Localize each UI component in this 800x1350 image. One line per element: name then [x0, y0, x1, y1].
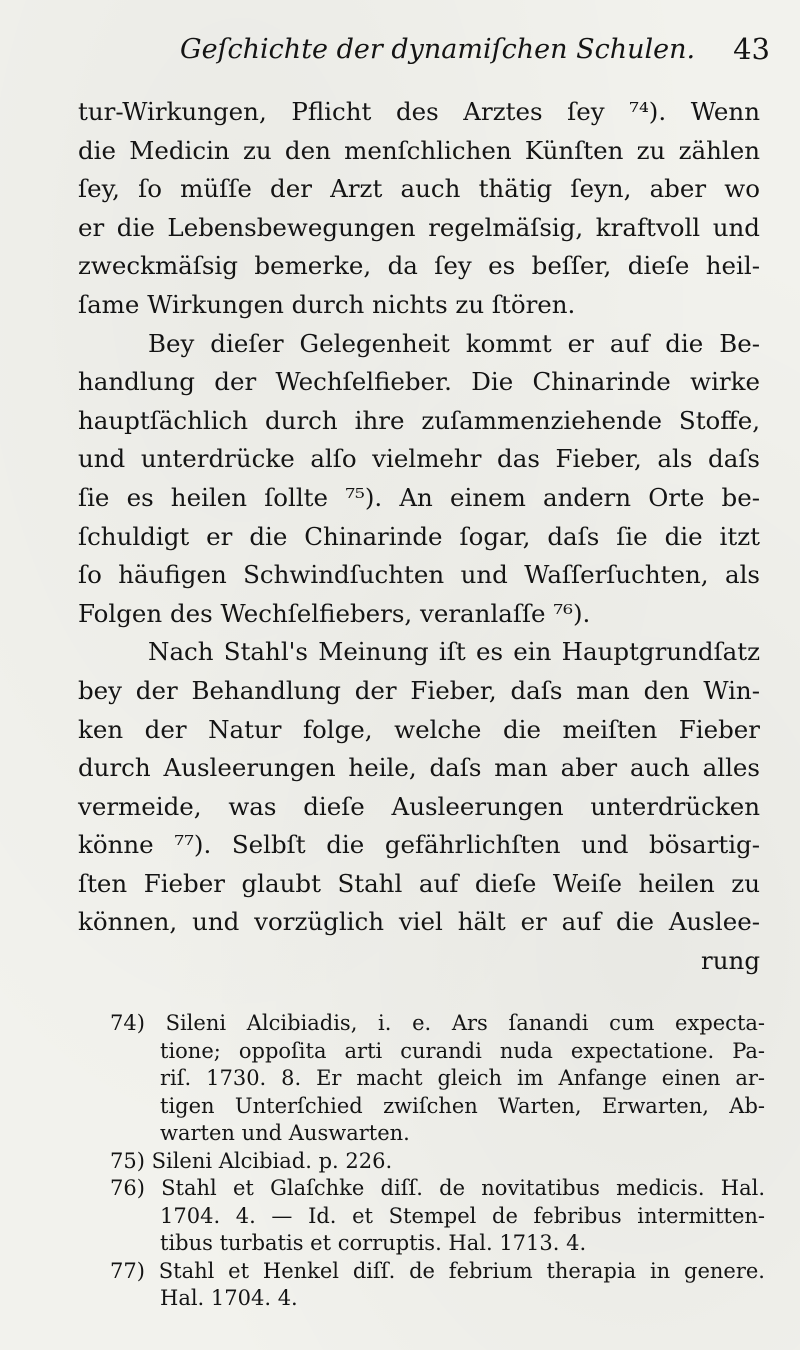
- text-line: ſey, ſo müſſe der Arzt auch thätig ſeyn, aber wo: [78, 174, 760, 204]
- text-line: ſame Wirkungen durch nichts zu ſtören.: [78, 289, 576, 319]
- text-line: können, und vorzüglich viel hält er auf die Auslee-: [78, 907, 760, 937]
- footnote-line: riſ. 1730. 8. Er macht gleich im Anfange einen ar-: [160, 1066, 765, 1090]
- main-text: [78, 93, 760, 981]
- footnote-line: 76) Stahl et Glaſchke diſſ. de novitatibus medicis. Hal.: [110, 1176, 765, 1200]
- footnote-line: 77) Stahl et Henkel diſſ. de febrium therapia in genere.: [110, 1258, 765, 1283]
- text-line: durch Ausleerungen heile, daſs man aber auch alles: [78, 753, 760, 783]
- footnote-line: warten und Auswarten.: [160, 1121, 410, 1145]
- text-line: tur-Wirkungen, Pflicht des Arztes ſey ⁷⁴). Wenn: [78, 97, 760, 126]
- text-line: ſie es heilen ſollte ⁷⁵). An einem andern Orte be-: [78, 482, 760, 512]
- text-line: könne ⁷⁷). Selbſt die gefährlichſten und bösartig-: [78, 830, 760, 860]
- running-head-title: Geſchichte der dynamiſchen Schulen.: [180, 34, 696, 65]
- text-line: vermeide, was dieſe Ausleerungen unterdrücken: [78, 791, 760, 821]
- text-line: Nach Stahl's Meinung iſt es ein Hauptgrundſatz: [148, 637, 760, 667]
- footnote-line: tigen Unterſchied zwiſchen Warten, Erwarten, Ab-: [160, 1093, 765, 1118]
- footnote-line: 75) Sileni Alcibiad. p. 226.: [110, 1148, 393, 1173]
- footnote-line: tibus turbatis et corruptis. Hal. 1713. 4.: [160, 1231, 587, 1255]
- text-line: zweckmäſsig bemerke, da ſey es beſſer, dieſe heil-: [78, 251, 760, 281]
- text-line: die Medicin zu den menſchlichen Künſten zu zählen: [78, 135, 760, 165]
- text-line: er die Lebensbewegungen regelmäſsig, kraftvoll und: [78, 212, 760, 242]
- text-line: Bey dieſer Gelegenheit kommt er auf die Be-: [148, 328, 760, 358]
- footnote-line: tione; oppoſita arti curandi nuda expectatione. Pa-: [160, 1038, 765, 1063]
- text-line: und unterdrücke alſo vielmehr das Fieber, als daſs: [78, 444, 760, 474]
- footnote-line: Hal. 1704. 4.: [160, 1286, 298, 1310]
- text-line: handlung der Wechſelfieber. Die Chinarinde wirke: [78, 367, 760, 397]
- footnotes: [110, 1010, 765, 1313]
- page-number: 43: [733, 32, 770, 66]
- text-line: ſten Fieber glaubt Stahl auf dieſe Weiſe heilen zu: [78, 868, 760, 898]
- text-line: ken der Natur folge, welche die meiſten Fieber: [78, 714, 760, 744]
- footnote-line: 74) Sileni Alcibiadis, i. e. Ars ſanandi cum expecta-: [110, 1011, 765, 1035]
- text-line: Folgen des Wechſelfiebers, veranlaſſe ⁷⁶).: [78, 598, 591, 628]
- running-head: [160, 32, 770, 74]
- footnote-line: 1704. 4. — Id. et Stempel de febribus intermitten-: [160, 1203, 765, 1228]
- text-line: ſo häufigen Schwindſuchten und Waſſerſuchten, als: [78, 560, 760, 590]
- text-line: ſchuldigt er die Chinarinde ſogar, daſs ſie die itzt: [78, 521, 760, 551]
- catchword: rung: [701, 946, 760, 976]
- text-line: bey der Behandlung der Fieber, daſs man den Win-: [78, 675, 760, 705]
- text-line: hauptſächlich durch ihre zuſammenziehende Stoffe,: [78, 405, 760, 435]
